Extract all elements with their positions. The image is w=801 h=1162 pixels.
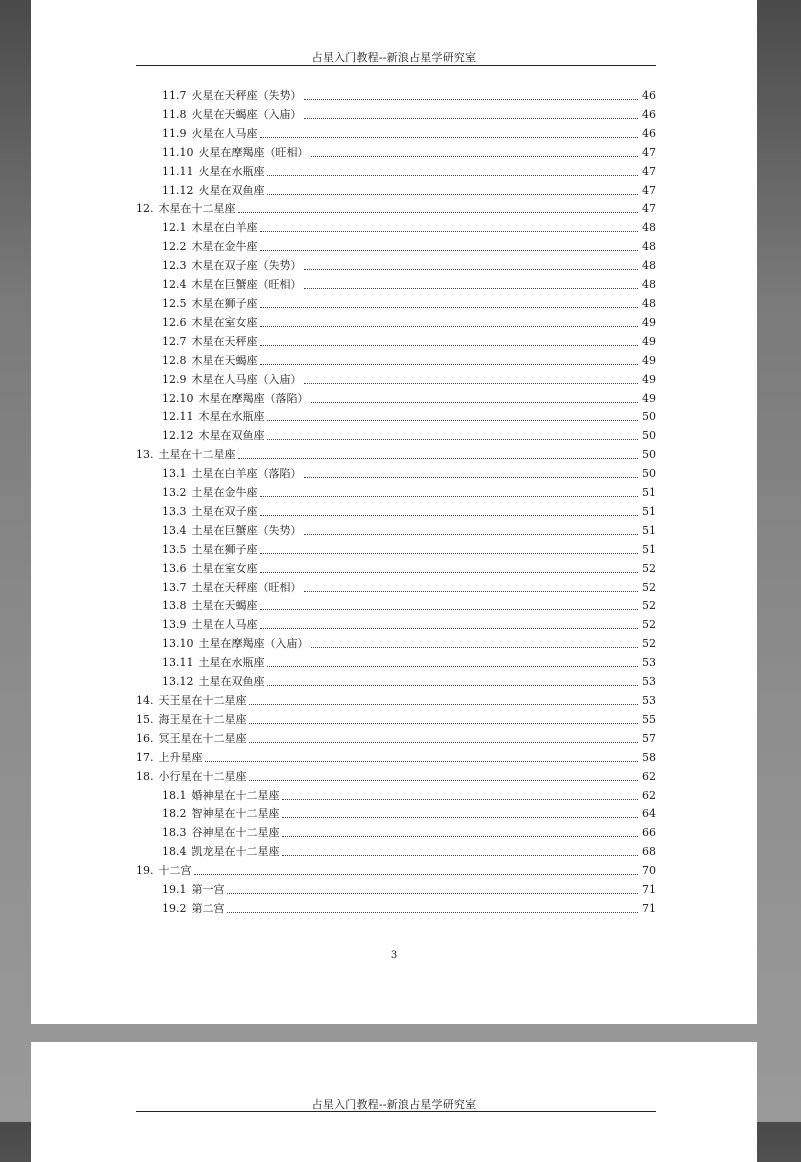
toc-entry[interactable] [136, 313, 656, 332]
toc-entry-title: 火星在人马座 [191, 126, 258, 140]
toc-entry-number: 12.7 [162, 334, 187, 348]
toc-entry-page: 55 [642, 712, 656, 726]
toc-entry-number: 13.5 [162, 542, 187, 556]
toc-dot-leader [249, 711, 639, 724]
header-divider [136, 1111, 656, 1112]
toc-entry[interactable] [136, 332, 656, 351]
toc-entry[interactable] [136, 842, 656, 861]
toc-entry-page: 52 [642, 561, 656, 575]
toc-entry[interactable] [136, 407, 656, 426]
toc-entry-page: 46 [642, 107, 656, 121]
toc-dot-leader [260, 352, 639, 365]
toc-entry-number: 13.3 [162, 504, 187, 518]
toc-entry-page: 47 [642, 145, 656, 159]
toc-entry[interactable] [136, 540, 656, 559]
toc-entry[interactable] [136, 86, 656, 105]
toc-entry-number: 12.8 [162, 353, 187, 367]
toc-entry-page: 49 [642, 334, 656, 348]
toc-entry-number: 11.9 [162, 126, 187, 140]
toc-entry-page: 52 [642, 637, 656, 651]
toc-entry-title: 海王星在十二星座 [158, 712, 247, 726]
toc-entry[interactable] [136, 162, 656, 181]
toc-entry-title: 木星在室女座 [191, 315, 258, 329]
toc-entry-page: 51 [642, 542, 656, 556]
toc-dot-leader [260, 219, 639, 232]
toc-dot-leader [249, 768, 639, 781]
toc-entry-number: 18. [136, 769, 154, 783]
toc-entry-page: 51 [642, 523, 656, 537]
toc-entry-number: 13.10 [162, 637, 194, 651]
toc-entry[interactable] [136, 105, 656, 124]
page-header: 占星入门教程--新浪占星学研究室 [311, 1098, 477, 1111]
toc-dot-leader [260, 333, 639, 346]
toc-entry-title: 火星在摩羯座（旺相） [198, 145, 309, 159]
toc-entry-title: 小行星在十二星座 [158, 769, 247, 783]
toc-entry[interactable] [136, 729, 656, 748]
toc-dot-leader [249, 692, 639, 705]
toc-entry-title: 天王星在十二星座 [158, 694, 247, 707]
toc-entry-title: 土星在天秤座（旺相） [191, 580, 302, 594]
toc-entry-title: 木星在狮子座 [191, 296, 258, 310]
toc-entry-title: 木星在水瓶座 [198, 410, 265, 424]
toc-dot-leader [227, 900, 639, 913]
header-divider [136, 65, 656, 66]
toc-entry[interactable] [136, 653, 656, 672]
page-header: 占星入门教程--新浪占星学研究室 [311, 51, 477, 64]
toc-entry-page: 62 [642, 769, 656, 783]
toc-entry-number: 18.3 [162, 826, 187, 840]
toc-dot-leader [205, 749, 639, 762]
toc-dot-leader [260, 238, 639, 251]
toc-dot-leader [260, 314, 639, 327]
toc-entry-number: 11.7 [162, 89, 187, 102]
toc-dot-leader [227, 881, 639, 894]
toc-entry-title: 土星在巨蟹座（失势） [191, 523, 302, 537]
toc-entry-number: 13.9 [162, 618, 187, 632]
toc-entry-title: 土星在摩羯座（入庙） [198, 637, 309, 651]
toc-entry[interactable] [136, 389, 656, 408]
toc-entry-number: 11.12 [162, 183, 194, 197]
toc-entry[interactable] [136, 596, 656, 615]
toc-entry-page: 48 [642, 259, 656, 273]
toc-entry-page: 47 [642, 202, 656, 216]
toc-entry-page: 50 [642, 429, 656, 443]
toc-entry[interactable] [136, 445, 656, 464]
toc-dot-leader [260, 125, 639, 138]
toc-entry[interactable] [136, 672, 656, 691]
toc-entry[interactable] [136, 351, 656, 370]
toc-entry-title: 第二宫 [191, 901, 225, 915]
toc-entry-page: 48 [642, 240, 656, 254]
toc-entry[interactable] [136, 275, 656, 294]
toc-dot-leader [267, 654, 639, 667]
toc-entry-number: 11.11 [162, 164, 194, 178]
toc-entry-page: 48 [642, 221, 656, 235]
toc-entry-number: 12.6 [162, 315, 187, 329]
toc-entry-number: 13.7 [162, 580, 187, 594]
toc-entry-title: 木星在十二星座 [158, 202, 236, 216]
toc-entry-page: 71 [642, 901, 656, 915]
toc-entry-page: 57 [642, 731, 656, 745]
toc-entry-number: 11.10 [162, 145, 194, 159]
toc-entry[interactable] [136, 710, 656, 729]
toc-entry[interactable] [136, 861, 656, 880]
toc-entry-number: 13.11 [162, 656, 194, 670]
toc-entry-title: 凯龙星在十二星座 [191, 845, 280, 859]
toc-entry-page: 52 [642, 618, 656, 632]
toc-entry-title: 木星在双鱼座 [198, 429, 265, 443]
toc-entry-title: 木星在白羊座 [191, 221, 258, 235]
toc-dot-leader [267, 163, 639, 176]
toc-entry-page: 51 [642, 504, 656, 518]
toc-entry[interactable] [136, 691, 656, 710]
toc-entry-page: 58 [642, 750, 656, 764]
toc-entry-number: 13.2 [162, 486, 187, 500]
toc-dot-leader [260, 484, 639, 497]
toc-dot-leader [282, 805, 639, 818]
toc-entry-number: 12.2 [162, 240, 187, 254]
toc-entry[interactable] [136, 483, 656, 502]
toc-entry-number: 12.10 [162, 391, 194, 405]
toc-dot-leader [267, 427, 639, 440]
toc-entry[interactable] [136, 767, 656, 786]
toc-entry-title: 木星在金牛座 [191, 240, 258, 254]
toc-entry-title: 土星在白羊座（落陷） [191, 467, 302, 481]
toc-dot-leader [249, 730, 639, 743]
toc-entry[interactable] [136, 370, 656, 389]
toc-entry[interactable] [136, 559, 656, 578]
toc-entry-page: 49 [642, 372, 656, 386]
toc-dot-leader [304, 579, 639, 592]
toc-entry-number: 15. [136, 712, 154, 726]
toc-entry[interactable] [136, 464, 656, 483]
toc-entry-number: 12.11 [162, 410, 194, 424]
toc-entry-number: 12. [136, 202, 154, 216]
toc-entry-number: 12.9 [162, 372, 187, 386]
toc-entry-number: 13.1 [162, 467, 187, 481]
toc-entry-page: 46 [642, 89, 656, 102]
toc-entry[interactable] [136, 786, 656, 805]
toc-dot-leader [260, 541, 639, 554]
toc-entry-number: 18.2 [162, 807, 187, 821]
toc-entry-number: 12.4 [162, 278, 187, 292]
toc-dot-leader [304, 371, 639, 384]
toc-entry-title: 上升星座 [158, 750, 203, 764]
toc-entry-title: 谷神星在十二星座 [191, 826, 280, 840]
toc-entry-title: 木星在摩羯座（落陷） [198, 391, 309, 405]
toc-entry-page: 51 [642, 486, 656, 500]
toc-entry-page: 53 [642, 694, 656, 707]
toc-entry-page: 46 [642, 126, 656, 140]
toc-entry-page: 50 [642, 467, 656, 481]
toc-dot-leader [282, 787, 639, 800]
toc-entry[interactable] [136, 578, 656, 597]
toc-entry-title: 土星在室女座 [191, 561, 258, 575]
toc-entry-page: 47 [642, 164, 656, 178]
toc-entry-number: 12.1 [162, 221, 187, 235]
toc-entry-title: 土星在天蝎座 [191, 599, 258, 613]
toc-entry-number: 13.4 [162, 523, 187, 537]
toc-entry[interactable] [136, 143, 656, 162]
toc-dot-leader [260, 616, 639, 629]
toc-entry-page: 49 [642, 391, 656, 405]
toc-dot-leader [260, 295, 639, 308]
toc-entry[interactable] [136, 181, 656, 200]
toc-entry-number: 11.8 [162, 107, 187, 121]
toc-entry-number: 19. [136, 864, 154, 878]
toc-dot-leader [304, 257, 639, 270]
toc-entry-page: 52 [642, 580, 656, 594]
toc-dot-leader [282, 824, 639, 837]
toc-entry-title: 冥王星在十二星座 [158, 731, 247, 745]
toc-entry-number: 14. [136, 694, 154, 707]
toc-entry-page: 53 [642, 675, 656, 689]
toc-entry-page: 47 [642, 183, 656, 197]
toc-entry[interactable] [136, 218, 656, 237]
toc-dot-leader [194, 862, 639, 875]
toc-entry-number: 16. [136, 731, 154, 745]
document-page [31, 0, 757, 1024]
toc-entry-number: 13.6 [162, 561, 187, 575]
toc-entry-page: 66 [642, 826, 656, 840]
toc-entry-number: 12.12 [162, 429, 194, 443]
toc-dot-leader [304, 522, 639, 535]
toc-entry-page: 68 [642, 845, 656, 859]
toc-entry-page: 53 [642, 656, 656, 670]
toc-entry-title: 火星在水瓶座 [198, 164, 265, 178]
toc-entry-title: 火星在天秤座（失势） [191, 89, 302, 102]
toc-entry-title: 土星在水瓶座 [198, 656, 265, 670]
toc-entry-page: 48 [642, 296, 656, 310]
toc-entry-title: 木星在人马座（入庙） [191, 372, 302, 386]
toc-entry-title: 土星在十二星座 [158, 448, 236, 462]
toc-entry-page: 50 [642, 448, 656, 462]
toc-entry-page: 50 [642, 410, 656, 424]
toc-entry[interactable] [136, 823, 656, 842]
toc-entry-page: 64 [642, 807, 656, 821]
toc-entry-title: 婚神星在十二星座 [191, 788, 280, 802]
toc-entry-number: 18.1 [162, 788, 187, 802]
toc-dot-leader [304, 276, 639, 289]
toc-entry-number: 19.1 [162, 883, 187, 897]
page-number: 3 [390, 950, 398, 961]
document-page-next [31, 1042, 757, 1162]
toc-entry-title: 十二宫 [158, 864, 192, 878]
toc-entry-title: 土星在双鱼座 [198, 675, 265, 689]
toc-entry-page: 70 [642, 864, 656, 878]
toc-dot-leader [267, 408, 639, 421]
toc-dot-leader [311, 144, 639, 157]
toc-dot-leader [267, 673, 639, 686]
toc-dot-leader [304, 106, 639, 119]
toc-entry-number: 13.12 [162, 675, 194, 689]
toc-entry-title: 火星在天蝎座（入庙） [191, 107, 302, 121]
toc-entry-title: 智神星在十二星座 [191, 807, 280, 821]
toc-entry[interactable] [136, 502, 656, 521]
toc-dot-leader [311, 635, 639, 648]
toc-entry-title: 土星在人马座 [191, 618, 258, 632]
toc-entry-number: 13. [136, 448, 154, 462]
toc-dot-leader [238, 200, 639, 213]
toc-entry[interactable] [136, 634, 656, 653]
toc-entry-page: 49 [642, 353, 656, 367]
toc-entry[interactable] [136, 521, 656, 540]
toc-entry-page: 62 [642, 788, 656, 802]
toc-dot-leader [238, 446, 639, 459]
toc-entry-number: 18.4 [162, 845, 187, 859]
toc-entry-page: 48 [642, 278, 656, 292]
toc-entry[interactable] [136, 199, 656, 218]
toc-dot-leader [260, 597, 639, 610]
toc-entry-title: 木星在天秤座 [191, 334, 258, 348]
toc-entry-title: 土星在金牛座 [191, 486, 258, 500]
toc-entry[interactable] [136, 899, 656, 918]
table-of-contents [136, 86, 656, 918]
toc-entry-title: 木星在巨蟹座（旺相） [191, 278, 302, 292]
toc-dot-leader [282, 843, 639, 856]
toc-entry[interactable] [136, 294, 656, 313]
toc-entry-number: 19.2 [162, 901, 187, 915]
toc-entry[interactable] [136, 237, 656, 256]
toc-entry-title: 火星在双鱼座 [198, 183, 265, 197]
toc-entry-page: 71 [642, 883, 656, 897]
toc-entry[interactable] [136, 748, 656, 767]
toc-entry-title: 第一宫 [191, 883, 225, 897]
toc-entry[interactable] [136, 426, 656, 445]
toc-entry[interactable] [136, 880, 656, 899]
toc-dot-leader [311, 390, 639, 403]
toc-dot-leader [304, 465, 639, 478]
toc-entry-title: 土星在狮子座 [191, 542, 258, 556]
toc-entry[interactable] [136, 256, 656, 275]
toc-dot-leader [260, 503, 639, 516]
toc-dot-leader [304, 87, 639, 100]
toc-entry-title: 木星在双子座（失势） [191, 259, 302, 273]
toc-entry[interactable] [136, 124, 656, 143]
toc-entry-number: 13.8 [162, 599, 187, 613]
toc-entry[interactable] [136, 615, 656, 634]
toc-entry-number: 12.5 [162, 296, 187, 310]
toc-dot-leader [260, 560, 639, 573]
toc-entry-number: 17. [136, 750, 154, 764]
toc-entry[interactable] [136, 804, 656, 823]
toc-entry-page: 49 [642, 315, 656, 329]
toc-entry-page: 52 [642, 599, 656, 613]
toc-entry-number: 12.3 [162, 259, 187, 273]
toc-entry-title: 木星在天蝎座 [191, 353, 258, 367]
toc-entry-title: 土星在双子座 [191, 504, 258, 518]
toc-dot-leader [267, 182, 639, 195]
